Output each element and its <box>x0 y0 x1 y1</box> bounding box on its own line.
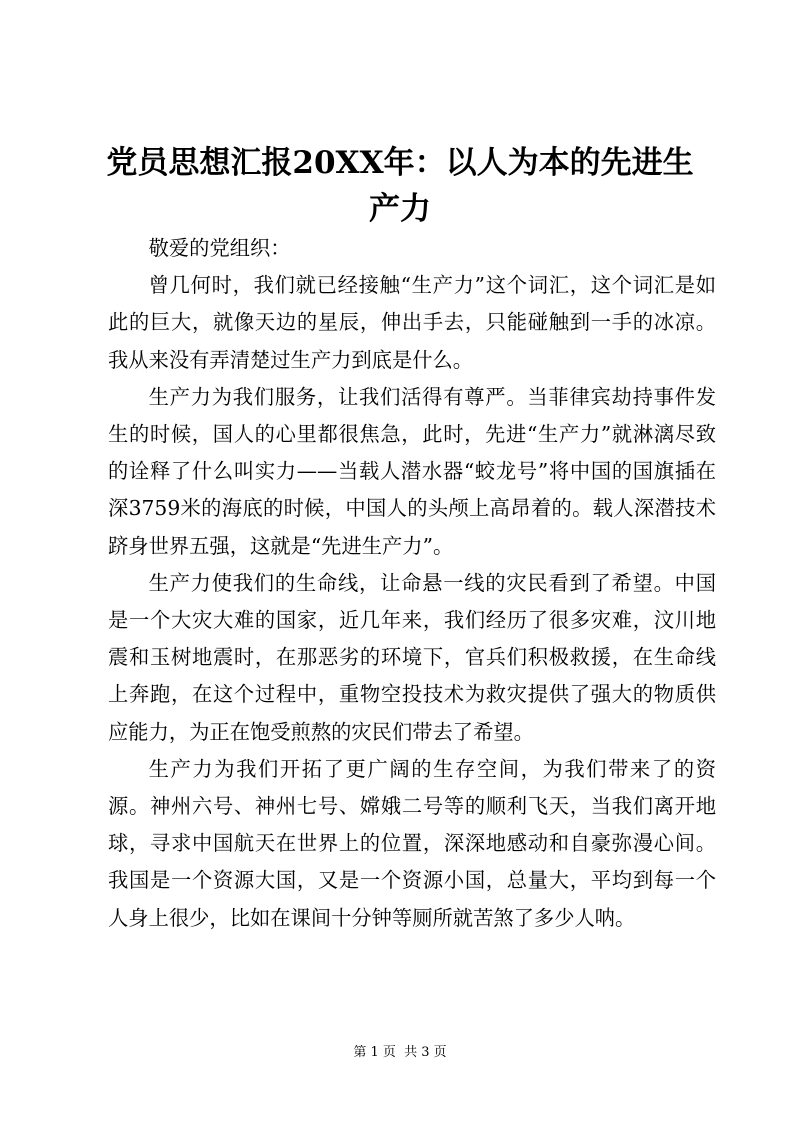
page-total: 共 3 页 <box>404 1045 447 1060</box>
salutation: 敬爱的党组织： <box>148 236 291 260</box>
document-body <box>108 230 716 937</box>
page-number: 第 1 页 <box>353 1045 396 1060</box>
paragraph: 生产力为我们服务，让我们活得有尊严。当菲律宾劫持事件发生的时候，国人的心里都很焦急，此时，先进“生产力”就淋漓尽致的诠释了什么叫实力——当载人潜水器“蛟龙号”将中国的国旗插在深3759米的海底的时候，中国人的头颅上高昂着的。载人深潜技术跻身世界五强，这就是“先进生产力”。 <box>108 384 716 558</box>
paragraph: 生产力为我们开拓了更广阔的生存空间，为我们带来了的资源。神州六号、神州七号、嫦娥二号等的顺利飞天，当我们离开地球，寻求中国航天在世界上的位置，深深地感动和自豪弥漫心间。我国是一个资源大国，又是一个资源小国，总量大，平均到每一个人身上很少，比如在课间十分钟等厕所就苦煞了多少人呐。 <box>108 756 716 930</box>
paragraph: 生产力使我们的生命线，让命悬一线的灾民看到了希望。中国是一个大灾大难的国家，近几年来，我们经历了很多灾难，汶川地震和玉树地震时，在那恶劣的环境下，官兵们积极救援，在生命线上奔跑，在这个过程中，重物空投技术为救灾提供了强大的物质供应能力，为正在饱受煎熬的灾民们带去了希望。 <box>108 570 716 744</box>
paragraph: 曾几何时，我们就已经接触“生产力”这个词汇，这个词汇是如此的巨大，就像天边的星辰，伸出手去，只能碰触到一手的冰凉。我从来没有弄清楚过生产力到底是什么。 <box>108 273 716 372</box>
document-title: 党员思想汇报20XX年：以人为本的先进生产力 <box>106 145 694 227</box>
page-footer <box>0 1044 800 1062</box>
